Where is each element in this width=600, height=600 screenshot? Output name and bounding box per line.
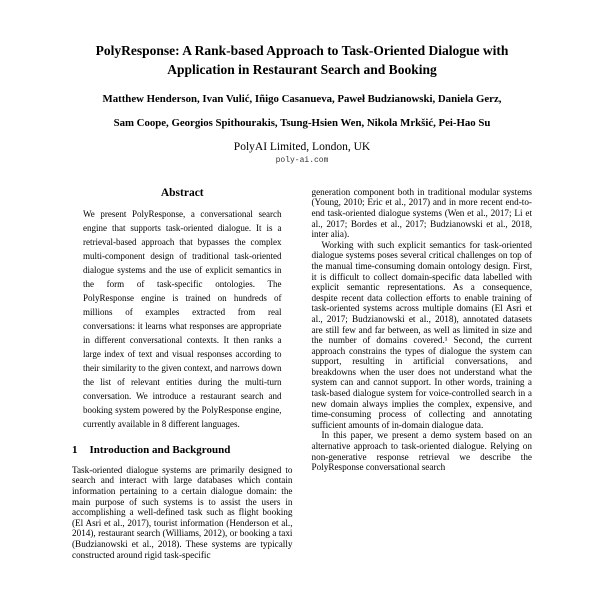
author-line-2: Sam Coope, Georgios Spithourakis, Tsung-Hsien Wen, Nikola Mrkšić, Pei-Hao Su — [113, 116, 491, 129]
intro-paragraph-left: Task-oriented dialogue systems are primarily designed to search and interact with large databases which contain information pertaining to a certain dialogue domain: the main purpose of such systems is to assist the users in accomplishing a well-defined task such as flight booking (El Asri et al., 2017), tourist information (Henderson et al., 2014), restaurant search (Williams, 2012), or booking a taxi (Budzianowski et al., 2018). These systems are typically constructed around rigid task-specific — [72, 464, 293, 560]
author-line-1: Matthew Henderson, Ivan Vulić, Iñigo Casanueva, Paweł Budzianowski, Daniela Gerz, — [102, 92, 502, 105]
abstract-heading: Abstract — [160, 186, 204, 199]
right-column-paragraph-3: In this paper, we present a demo system based on an alternative approach to task-oriented dialogue. Relying on non-generative response retrieval we describe the PolyResponse conversational search — [311, 430, 532, 473]
section-1-number: 1 — [72, 443, 78, 456]
section-1-title: Introduction and Background — [89, 443, 231, 456]
two-column-body — [72, 187, 532, 560]
affiliation: PolyAI Limited, London, UK — [233, 140, 371, 153]
left-column — [72, 187, 293, 560]
website-link[interactable]: poly-ai.com — [275, 155, 329, 165]
authors-block — [72, 93, 532, 129]
section-1-heading — [72, 444, 293, 456]
right-column — [312, 187, 533, 560]
paper-title: PolyResponse: A Rank-based Approach to Task-Oriented Dialogue with Application in Restaurant Search and Booking — [95, 43, 509, 77]
abstract-text: We present PolyResponse, a conversational search engine that supports task-oriented dialogue. It is a retrieval-based approach that bypasses the complex multi-component design of traditional task-oriented dialogue systems and the use of explicit semantics in the form of task-specific ontologies. The PolyResponse engine is trained on hundreds of millions of examples extracted from real conversations: it learns what responses are appropriate in different conversational contexts. It then ranks a large index of text and visual responses according to their similarity to the given context, and narrows down the list of relevant entities during the multi-turn conversation. We introduce a restaurant search and booking system powered by the PolyResponse engine, currently available in 8 different languages. — [83, 208, 282, 429]
right-column-paragraph-2: Working with such explicit semantics for task-oriented dialogue systems poses several critical challenges on top of the manual time-consuming domain ontology design. First, it is difficult to collect domain-specific data labelled with explicit semantic representations. As a consequence, despite recent data collection efforts to enable training of task-oriented systems across multiple domains (El Asri et al., 2017; Budzianowski et al., 2018), annotated datasets are still few and far between, as well as limited in size and the number of domains covered.¹ Second, the current approach constrains the types of dialogue the system can support, resulting in artificial conversations, and breakdowns when the user does not understand what the system can and cannot support. In other words, training a task-based dialogue system for voice-controlled search in a new domain always implies the complex, expensive, and time-consuming process of collecting and annotating sufficient amounts of in-domain dialogue data. — [311, 239, 532, 430]
right-column-paragraph-1: generation component both in traditional modular systems (Young, 2010; Eric et al., 2017) and in more recent end-to-end task-oriented dialogue systems (Wen et al., 2017; Li et al., 2017; Bordes et al., 2017; Budzianowski et al., 2018, inter alia). — [311, 186, 532, 240]
